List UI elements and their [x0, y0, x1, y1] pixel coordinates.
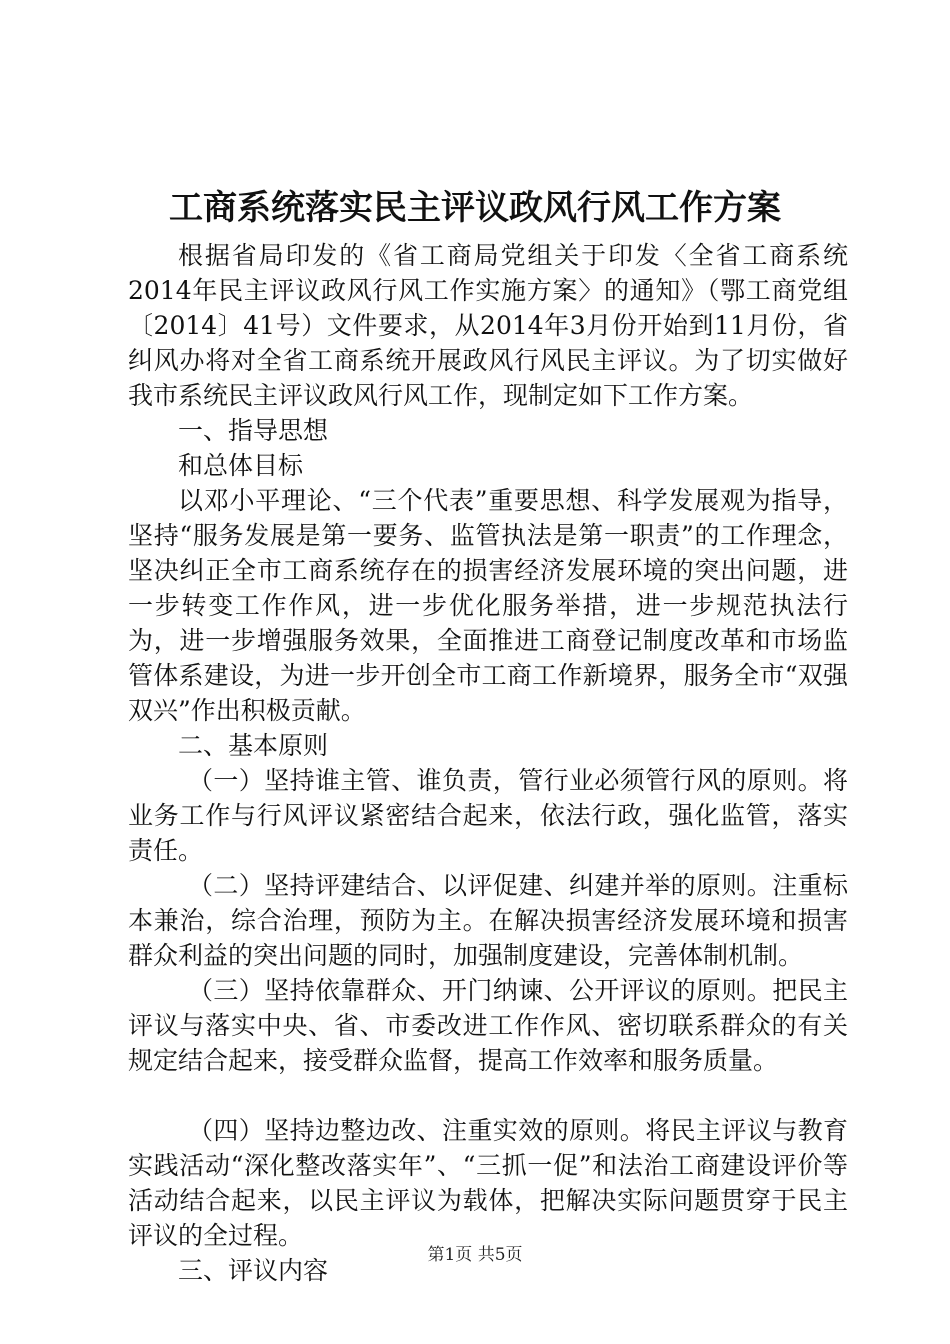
- section-heading-1-continued: 和总体目标: [178, 451, 304, 480]
- section-heading-2: 二、基本原则: [178, 731, 329, 760]
- section-1-paragraph: 以邓小平理论、“三个代表”重要思想、科学发展观为指导，坚持“服务发展是第一要务、监管执法是第一职责”的工作理念，坚决纠正全市工商系统存在的损害经济发展环境的突出问题，进一步转变工作作风，进一步优化服务举措，进一步规范执法行为，进一步增强服务效果，全面推进工商登记制度改革和市场监管体系建设，为进一步开创全市工商工作新境界，服务全市“双强双兴”作出积极贡献。: [128, 486, 848, 725]
- principle-item: （四）坚持边整边改、注重实效的原则。将民主评议与教育实践活动“深化整改落实年”、“三抓一促”和法治工商建设评价等活动结合起来，以民主评议为载体，把解决实际问题贯穿于民主评议的全过程。: [128, 1116, 848, 1250]
- section-heading-3: 三、评议内容: [178, 1256, 329, 1285]
- principle-item: （三）坚持依靠群众、开门纳谏、公开评议的原则。把民主评议与落实中央、省、市委改进工作作风、密切联系群众的有关规定结合起来，接受群众监督，提高工作效率和服务质量。: [128, 976, 848, 1075]
- principle-item: （二）坚持评建结合、以评促建、纠建并举的原则。注重标本兼治，综合治理，预防为主。在解决损害经济发展环境和损害群众利益的突出问题的同时，加强制度建设，完善体制机制。: [128, 871, 848, 970]
- paragraph-gap: [128, 1078, 848, 1113]
- intro-paragraph: 根据省局印发的《省工商局党组关于印发〈全省工商系统2014年民主评议政风行风工作实施方案〉的通知》（鄂工商党组〔2014〕41号）文件要求，从2014年3月份开始到11月份，省纠风办将对全省工商系统开展政风行风民主评议。为了切实做好我市系统民主评议政风行风工作，现制定如下工作方案。: [128, 241, 848, 410]
- principle-item: （一）坚持谁主管、谁负责，管行业必须管行风的原则。将业务工作与行风评议紧密结合起来，依法行政，强化监管，落实责任。: [128, 766, 848, 865]
- page-footer: 第1页 共5页: [427, 1245, 523, 1265]
- document-title: 工商系统落实民主评议政风行风工作方案: [169, 188, 781, 228]
- section-heading-1: 一、指导思想: [178, 416, 329, 445]
- document-body: [128, 238, 848, 1288]
